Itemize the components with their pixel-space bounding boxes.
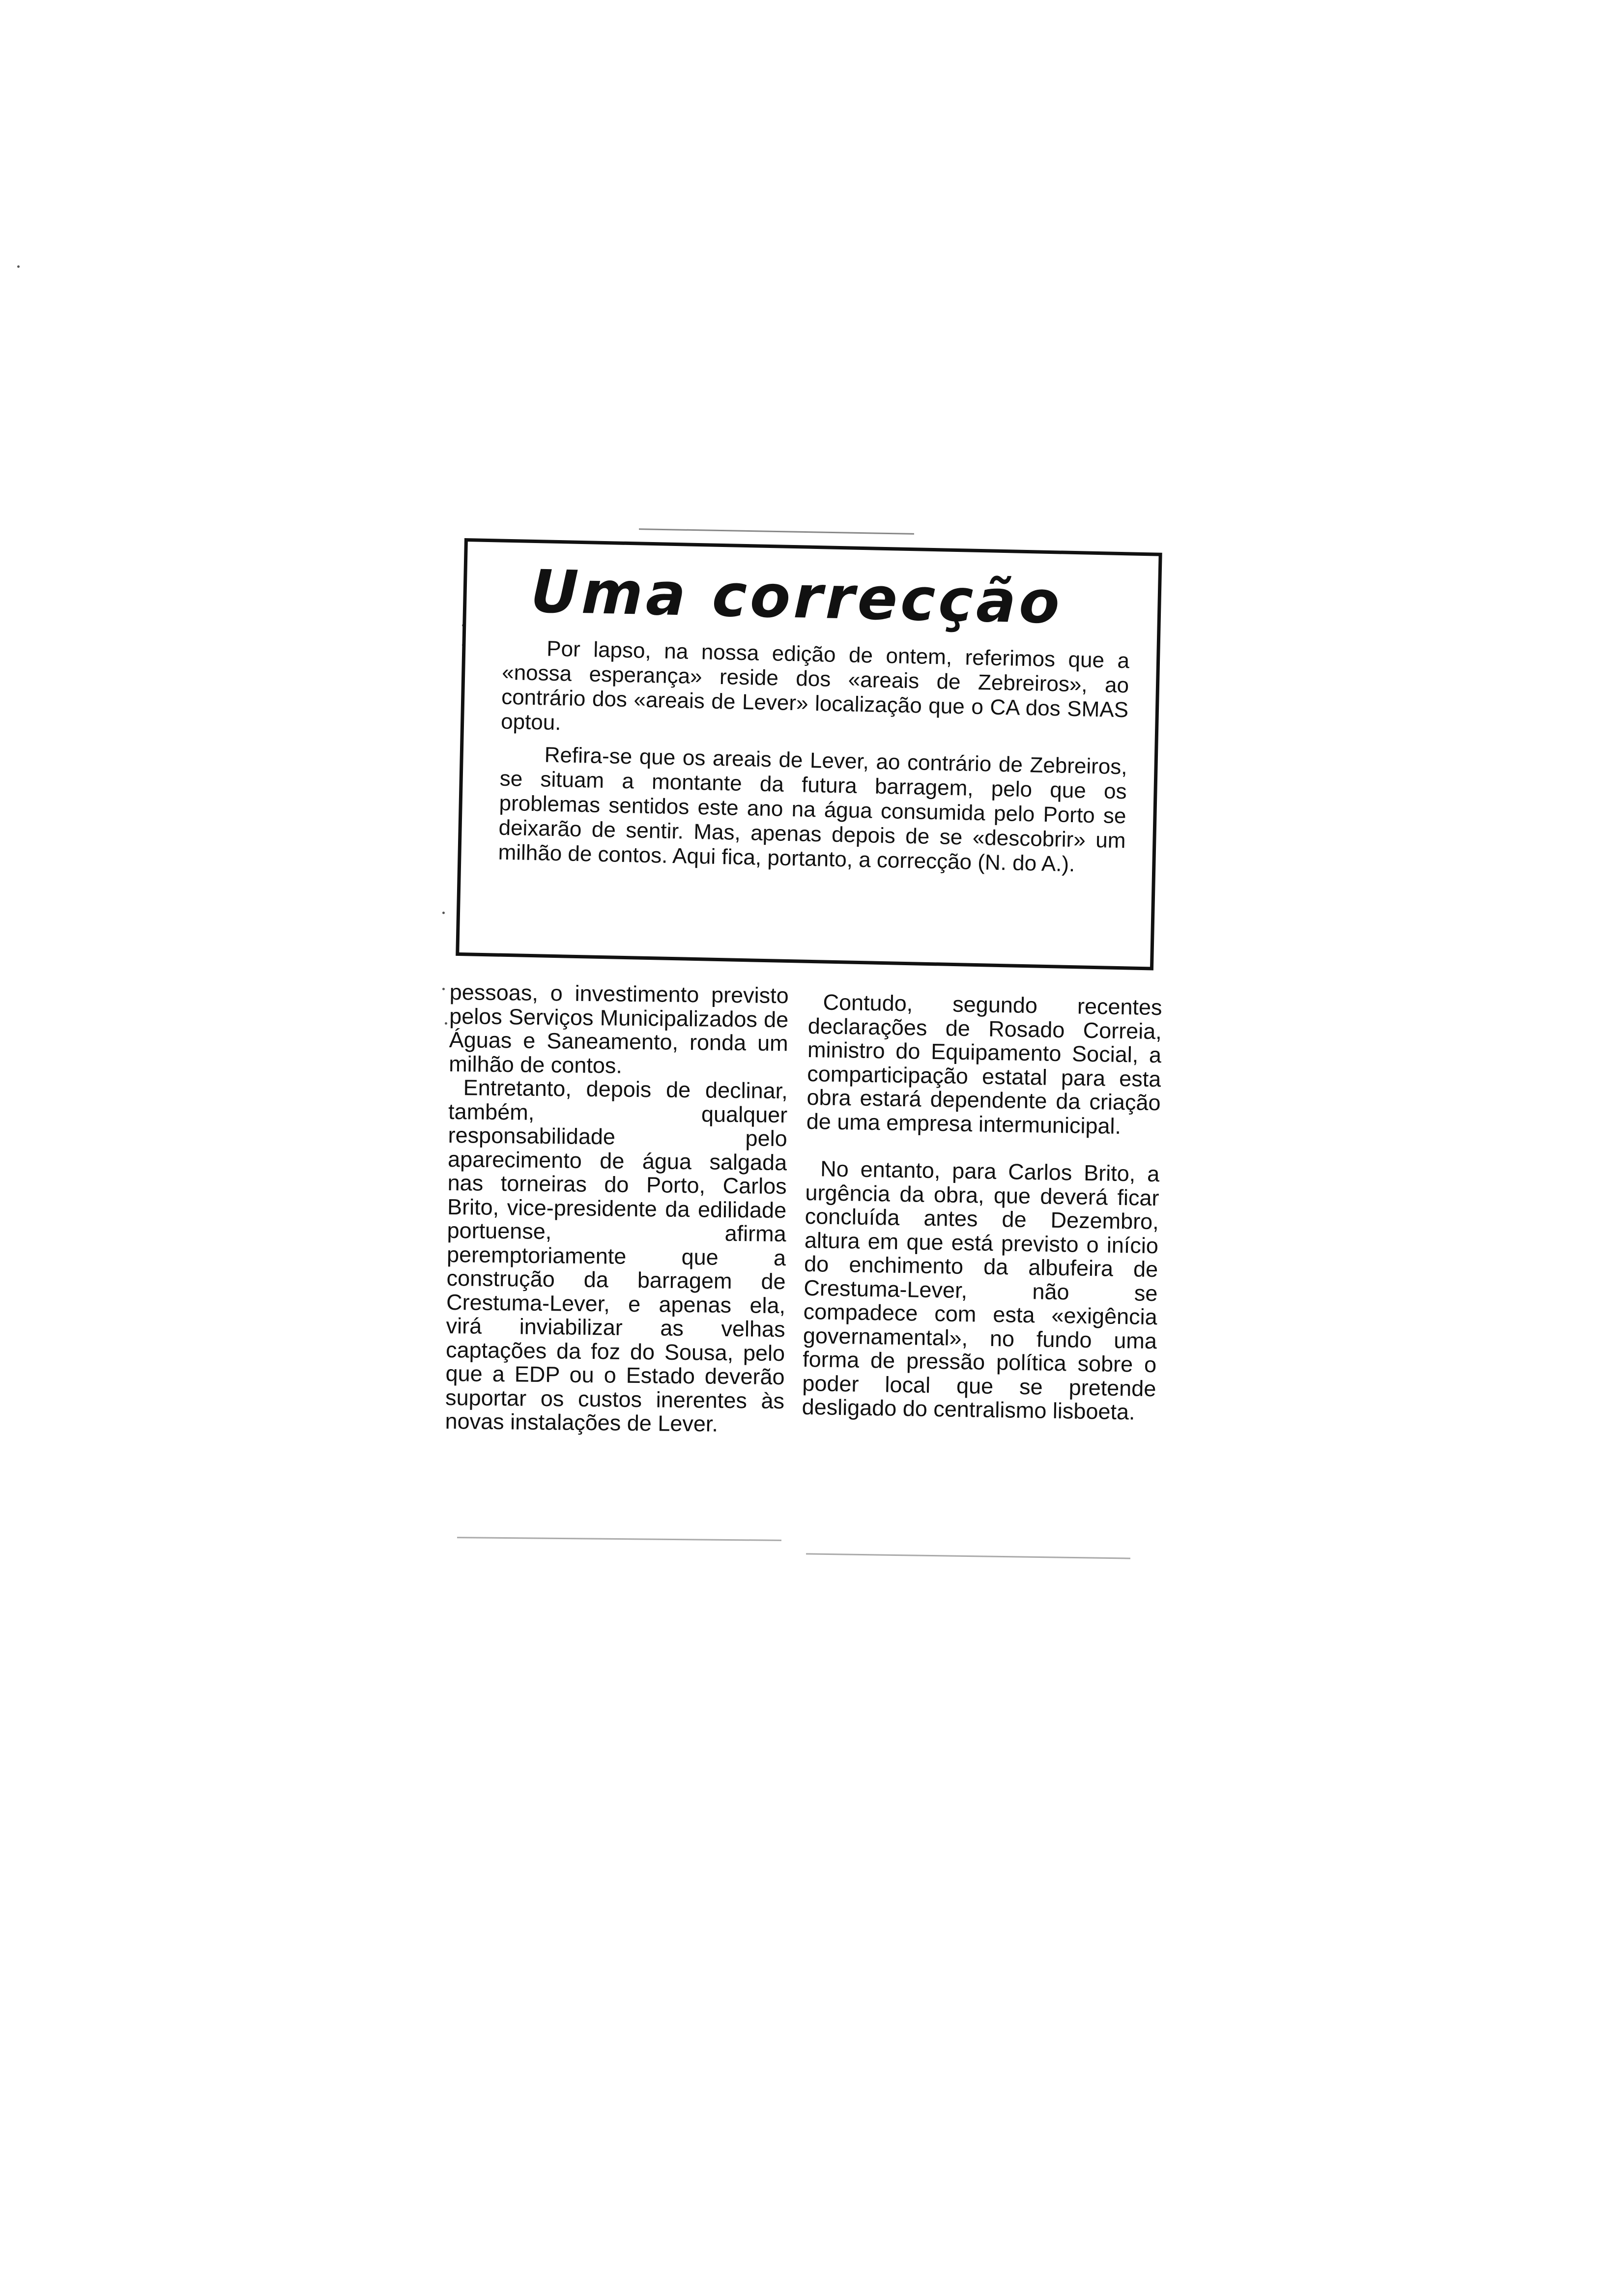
correction-paragraph: Por lapso, na nossa edição de ontem, referimos que a «nossa esperança» reside dos «areais de Zebreiros», ao contrário dos «areais de Lever» localização que o CA dos SMAS optou.: [500, 636, 1130, 735]
article-paragraph: No entanto, para Carlos Brito, a urgência da obra, que deverá ficar concluída antes de Dezembro, altura em que está previsto o início do enchimento da albufeira de Crestuma-Lever, não se compadece com esta «exigência governamental», no fundo uma forma de pressão política sobre o poder local que se pretende desligado do centralismo lisboeta.: [802, 1156, 1160, 1425]
scan-rule-fragment: [639, 528, 914, 535]
scan-rule-fragment: [457, 1537, 781, 1541]
article-column-right: [802, 990, 1162, 1425]
scan-speck: [17, 265, 20, 268]
correction-paragraph: Refira-se que os areais de Lever, ao contrário de Zebreiros, se situam a montante da futura barragem, pelo que os problemas sentidos este ano na água consumida pelo Porto se deixarão de sentir. Mas, apenas depois de se «descobrir» um milhão de contos. Aqui fica, portanto, a correcção (N. do A.).: [498, 743, 1128, 877]
article-paragraph: pessoas, o investimento previsto pelos Serviços Municipalizados de Águas e Saneamento, ronda um milhão de contos.: [448, 979, 789, 1078]
correction-notice-box: [456, 538, 1162, 971]
scan-rule-fragment: [806, 1553, 1130, 1559]
article-column-left: [445, 980, 789, 1437]
article-paragraph: Contudo, segundo recentes declarações de Rosado Correia, ministro do Equipamento Social, a comparticipação estatal para esta obra estará dependente da criação de uma empresa intermunicipal.: [806, 989, 1162, 1139]
headline: Uma correcção: [530, 557, 1064, 637]
scan-speck: [442, 988, 445, 990]
article-paragraph: Entretanto, depois de declinar, também, qualquer responsabilidade pelo aparecimento de água salgada nas torneiras do Porto, Carlos Brito, vice-presidente da edilidade portuense, afirma peremptoriamente que a construção da barragem de Crestuma-Lever, e apenas ela, virá inviabilizar as velhas captações da foz do Sousa, pelo que a EDP ou o Estado deverão suportar os custos inerentes às novas instalações de Lever.: [445, 1075, 788, 1436]
scan-speck: [445, 1022, 447, 1025]
scan-speck: [442, 912, 445, 914]
